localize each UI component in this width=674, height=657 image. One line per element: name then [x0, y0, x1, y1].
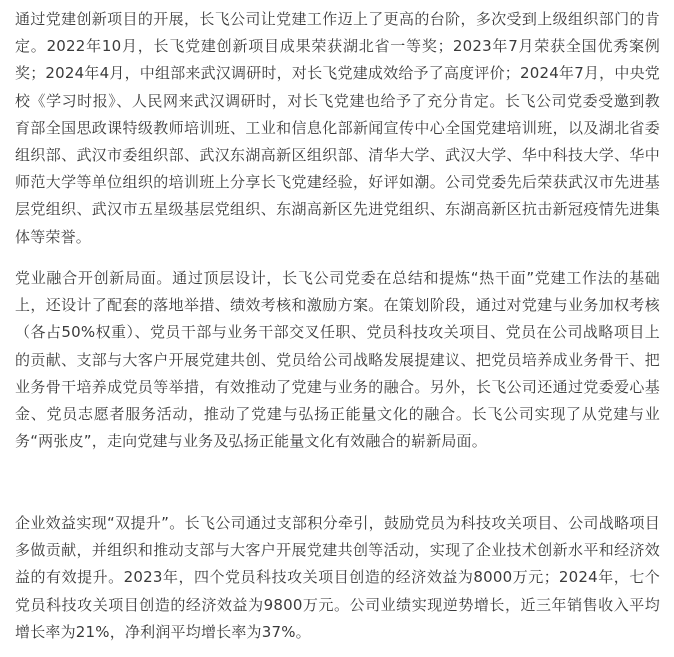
paragraph-achievements: 通过党建创新项目的开展，长飞公司让党建工作迈上了更高的台阶，多次受到上级组织部门的肯定。2022年10月，长飞党建创新项目成果荣获湖北省一等奖；2023年7月荣获全国优秀案例奖；2024年4月，中组部来武汉调研时，对长飞党建成效给予了高度评价；2024年7月，中央党校《学习时报》、人民网来武汉调研时，对长飞党建也给予了充分肯定。长飞公司党委受邀到教育部全国思政课特级教师培训班、工业和信息化部新闻宣传中心全国党建培训班，以及湖北省委组织部、武汉市委组织部、武汉东湖高新区组织部、清华大学、武汉大学、华中科技大学、华中师范大学等单位组织的培训班上分享长飞党建经验，好评如潮。公司党委先后荣获武汉市先进基层党组织、武汉市五星级基层党组织、东湖高新区先进党组织、东湖高新区抗击新冠疫情先进集体等荣誉。	[15, 10, 660, 246]
paragraph-party-business-integration: 党业融合开创新局面。通过顶层设计，长飞公司党委在总结和提炼“热干面”党建工作法的基础上，还设计了配套的落地举措、绩效考核和激励方案。在策划阶段，通过对党建与业务加权考核（各占50%权重）、党员干部与业务干部交叉任职、党员科技攻关项目、党员在公司战略项目上的贡献、支部与大客户开展党建共创、党员给公司战略发展提建议、把党员培养成业务骨干、把业务骨干培养成党员等举措，有效推动了党建与业务的融合。另外，长飞公司还通过党委爱心基金、党员志愿者服务活动，推动了党建与弘扬正能量文化的融合。长飞公司实现了从党建与业务“两张皮”，走向党建与业务及弘扬正能量文化有效融合的崭新局面。	[15, 269, 660, 451]
paragraph-enterprise-benefits: 企业效益实现“双提升”。长飞公司通过支部积分牵引，鼓励党员为科技攻关项目、公司战略项目多做贡献，并组织和推动支部与大客户开展党建共创等活动，实现了企业技术创新水平和经济效益的有效提升。2023年，四个党员科技攻关项目创造的经济效益为8000万元；2024年，七个党员科技攻关项目创造的经济效益为9800万元。公司业绩实现逆势增长，近三年销售收入平均增长率为21%，净利润平均增长率为37%。	[15, 514, 660, 641]
